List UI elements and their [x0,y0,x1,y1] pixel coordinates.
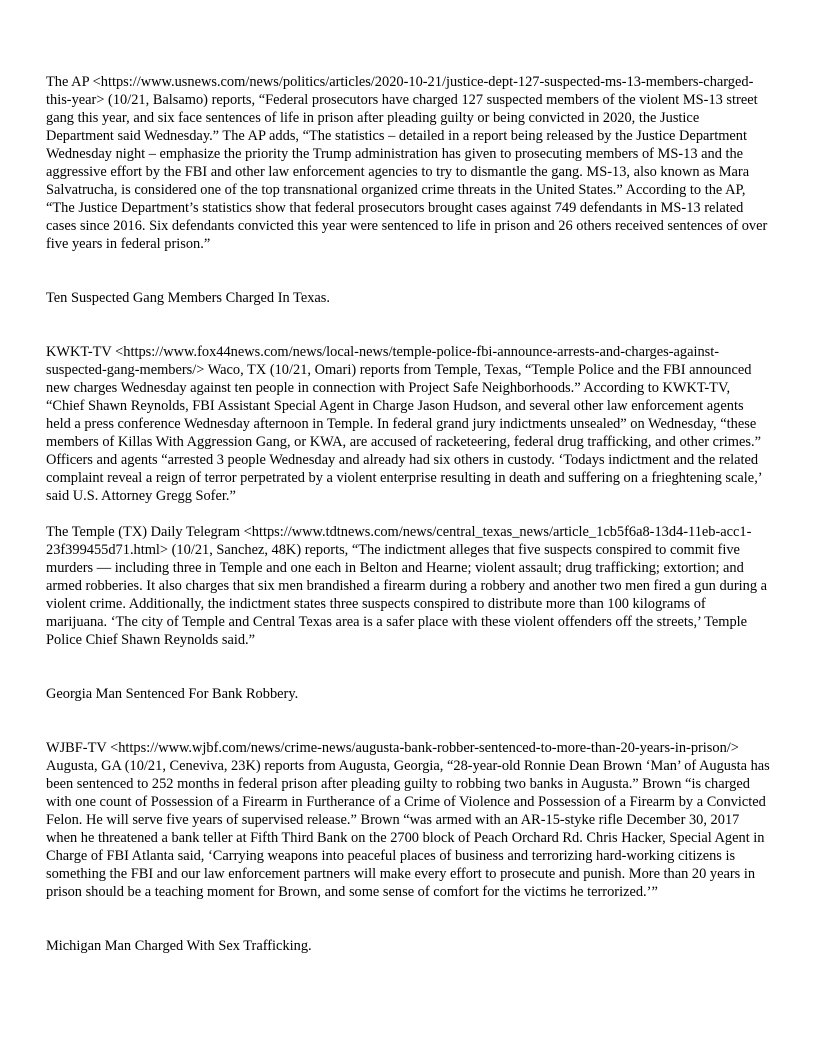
spacer [46,901,770,937]
spacer [46,253,770,289]
section-heading-georgia-robbery: Georgia Man Sentenced For Bank Robbery. [46,686,299,702]
section-heading-texas-gang: Ten Suspected Gang Members Charged In Texas. [46,290,330,306]
spacer [46,649,770,685]
article-paragraph-kwkt: KWKT-TV <https://www.fox44news.com/news/local-news/temple-police-fbi-announce-arrests-and-charges-against-suspected-gang-members/> Waco, TX (10/21, Omari) reports from Temple, Texas, “Temple Police and the FBI announced new charges Wednesday against ten people in connection with Project Safe Neighborhoods.” According to KWKT-TV, “Chief Shawn Reynolds, FBI Assistant Special Agent in Charge Jason Hudson, and several other law enforcement agents held a press conference Wednesday afternoon in Temple. In federal grand jury indictments unsealed” on Wednesday, “these members of Killas With Aggression Gang, or KWA, are accused of racketeering, federal drug trafficking, and other crimes.” Officers and agents “arrested 3 people Wednesday and already had six others in custody. ‘Todays indictment and the related complaint reveal a reign of terror perpetrated by a violent enterprise resulting in death and suffering on a frieghtening scale,’ said U.S. Attorney Gregg Sofer.” [46,344,762,504]
article-paragraph-temple-telegram: The Temple (TX) Daily Telegram <https://www.tdtnews.com/news/central_texas_news/article_1cb5f6a8-13d4-11eb-acc1-23f399455d71.html> (10/21, Sanchez, 48K) reports, “The indictment alleges that five suspects conspired to commit five murders — including three in Temple and one each in Belton and Hearne; violent assault; drug trafficking; extortion; and armed robberies. It also charges that six men brandished a firearm during a robbery and another two men fired a gun during a violent crime. Additionally, the indictment states three suspects conspired to distribute more than 100 kilograms of marijuana. ‘The city of Temple and Central Texas area is a safer place with these violent offenders off the streets,’ Temple Police Chief Shawn Reynolds said.” [46,524,768,648]
article-paragraph-ap-ms13: The AP <https://www.usnews.com/news/politics/articles/2020-10-21/justice-dept-127-suspected-ms-13-members-charged-this-year> (10/21, Balsamo) reports, “Federal prosecutors have charged 127 suspected members of the violent MS-13 street gang this year, and six face sentences of life in prison after pleading guilty or being convicted in 2020, the Justice Department said Wednesday.” The AP adds, “The statistics – detailed in a report being released by the Justice Department Wednesday night – emphasize the priority the Trump administration has given to prosecuting members of MS-13 and the aggressive effort by the FBI and other law enforcement agencies to try to dismantle the gang. MS-13, also known as Mara Salvatrucha, is considered one of the top transnational organized crime threats in the United States.” According to the AP, “The Justice Department’s statistics show that federal prosecutors brought cases against 749 defendants in MS-13 related cases since 2016. Six defendants convicted this year were sentenced to life in prison and 26 others received sentences of over five years in federal prison.” [46,74,768,252]
spacer [46,505,770,523]
spacer [46,703,770,739]
article-paragraph-wjbf: WJBF-TV <https://www.wjbf.com/news/crime-news/augusta-bank-robber-sentenced-to-more-than-20-years-in-prison/> Augusta, GA (10/21, Ceneviva, 23K) reports from Augusta, Georgia, “28-year-old Ronnie Dean Brown ‘Man’ of Augusta has been sentenced to 252 months in federal prison after pleading guilty to robbing two banks in Augusta.” Brown “is charged with one count of Possession of a Firearm in Furtherance of a Crime of Violence and Possession of a Firearm by a Convicted Felon. He will serve five years of supervised release.” Brown “was armed with an AR-15-styke rifle December 30, 2017 when he threatened a bank teller at Fifth Third Bank on the 2700 block of Peach Orchard Rd. Chris Hacker, Special Agent in Charge of FBI Atlanta said, ‘Carrying weapons into peaceful places of business and terrorizing hard-working citizens is something the FBI and our law enforcement partners will make every effort to prosecute and punish. More than 20 years in prison should be a teaching moment for Brown, and some sense of comfort for the victims he terrorized.’” [46,740,770,900]
spacer [46,307,770,343]
section-heading-michigan-trafficking: Michigan Man Charged With Sex Trafficking. [46,938,312,954]
